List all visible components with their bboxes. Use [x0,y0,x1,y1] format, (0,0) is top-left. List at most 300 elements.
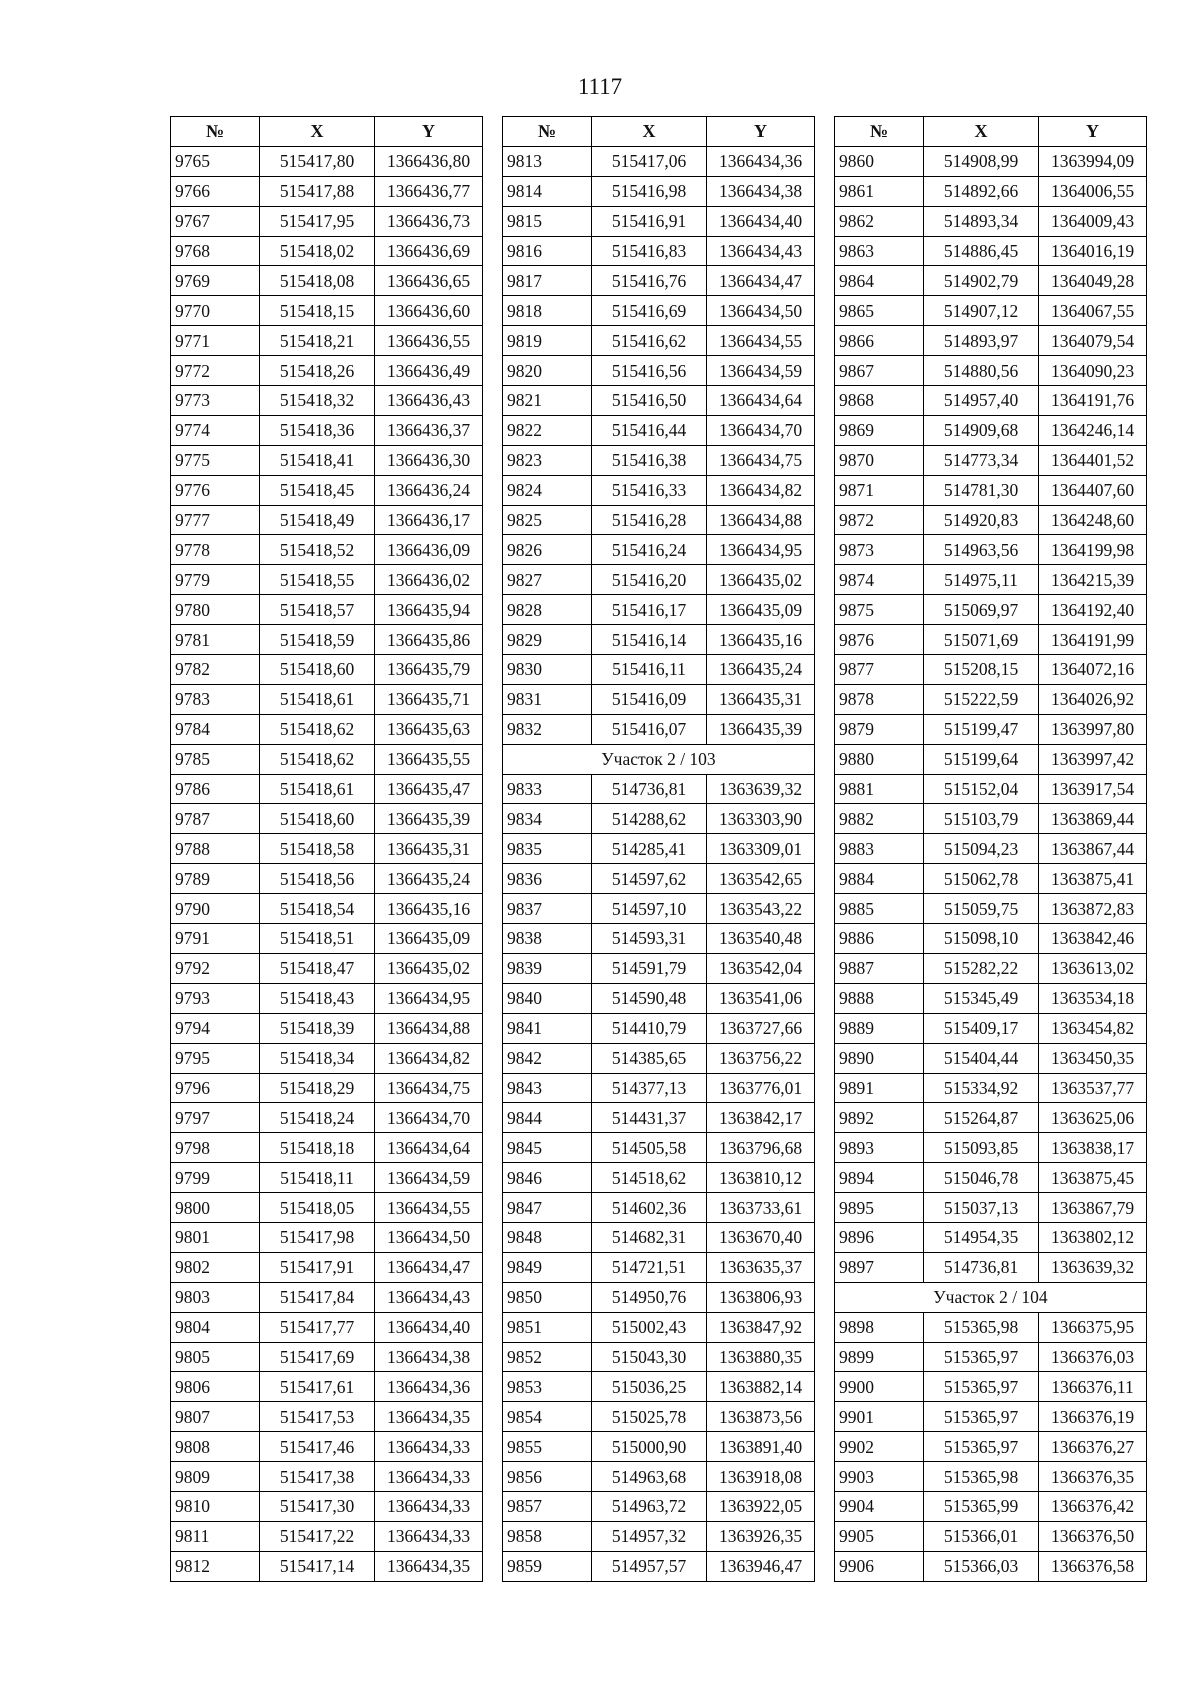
x-coordinate: 515418,21 [260,326,375,356]
y-coordinate: 1366434,38 [707,176,815,206]
table-row [835,475,1147,505]
y-coordinate: 1366435,16 [707,625,815,655]
table-row [171,1402,483,1432]
section-row [835,1282,1147,1312]
table-row [835,445,1147,475]
y-coordinate: 1366435,09 [375,924,483,954]
point-number: 9873 [835,535,924,565]
point-number: 9776 [171,475,260,505]
table-row [503,475,815,505]
y-coordinate: 1366435,31 [707,684,815,714]
y-coordinate: 1366436,37 [375,415,483,445]
x-coordinate: 515417,22 [260,1521,375,1551]
table-row [503,1491,815,1521]
y-coordinate: 1366434,47 [707,266,815,296]
x-coordinate: 515069,97 [924,595,1039,625]
point-number: 9905 [835,1521,924,1551]
point-number: 9797 [171,1103,260,1133]
point-number: 9881 [835,774,924,804]
table-row [171,565,483,595]
y-coordinate: 1363994,09 [1039,146,1147,176]
y-coordinate: 1364407,60 [1039,475,1147,505]
point-number: 9802 [171,1252,260,1282]
x-coordinate: 514957,32 [592,1521,707,1551]
x-coordinate: 515417,80 [260,146,375,176]
y-coordinate: 1363541,06 [707,983,815,1013]
point-number: 9795 [171,1043,260,1073]
x-coordinate: 514957,40 [924,386,1039,416]
x-coordinate: 515418,32 [260,386,375,416]
point-number: 9790 [171,894,260,924]
y-coordinate: 1363867,79 [1039,1193,1147,1223]
table-row [171,655,483,685]
x-coordinate: 515418,11 [260,1163,375,1193]
table-row [835,1462,1147,1492]
point-number: 9835 [503,834,592,864]
x-coordinate: 514597,10 [592,894,707,924]
point-number: 9859 [503,1551,592,1581]
x-coordinate: 515152,04 [924,774,1039,804]
x-coordinate: 515418,08 [260,266,375,296]
x-coordinate: 515103,79 [924,804,1039,834]
table-row [503,953,815,983]
point-number: 9858 [503,1521,592,1551]
x-coordinate: 515417,98 [260,1222,375,1252]
y-coordinate: 1366434,64 [375,1133,483,1163]
table-row [835,744,1147,774]
header-x: X [592,117,707,147]
x-coordinate: 515365,97 [924,1402,1039,1432]
x-coordinate: 514773,34 [924,445,1039,475]
page-number: 1117 [577,74,623,99]
point-number: 9803 [171,1282,260,1312]
point-number: 9828 [503,595,592,625]
point-number: 9850 [503,1282,592,1312]
x-coordinate: 515416,07 [592,714,707,744]
x-coordinate: 515416,28 [592,505,707,535]
x-coordinate: 514385,65 [592,1043,707,1073]
y-coordinate: 1364016,19 [1039,236,1147,266]
point-number: 9789 [171,864,260,894]
point-number: 9765 [171,146,260,176]
header-row [835,117,1147,147]
point-number: 9877 [835,655,924,685]
y-coordinate: 1366436,43 [375,386,483,416]
point-number: 9796 [171,1073,260,1103]
point-number: 9893 [835,1133,924,1163]
table-row [503,983,815,1013]
y-coordinate: 1366434,59 [707,356,815,386]
x-coordinate: 515417,61 [260,1372,375,1402]
point-number: 9840 [503,983,592,1013]
x-coordinate: 515417,69 [260,1342,375,1372]
y-coordinate: 1364026,92 [1039,684,1147,714]
y-coordinate: 1364009,43 [1039,206,1147,236]
y-coordinate: 1366436,24 [375,475,483,505]
y-coordinate: 1366434,43 [707,236,815,266]
x-coordinate: 515418,41 [260,445,375,475]
table-row [171,804,483,834]
x-coordinate: 515418,26 [260,356,375,386]
point-number: 9823 [503,445,592,475]
point-number: 9825 [503,505,592,535]
point-number: 9867 [835,356,924,386]
table-row [835,386,1147,416]
y-coordinate: 1366434,38 [375,1342,483,1372]
x-coordinate: 514975,11 [924,565,1039,595]
x-coordinate: 515046,78 [924,1163,1039,1193]
point-number: 9875 [835,595,924,625]
x-coordinate: 515404,44 [924,1043,1039,1073]
table-row [171,983,483,1013]
table-row [835,834,1147,864]
table-row [835,565,1147,595]
x-coordinate: 514597,62 [592,864,707,894]
point-number: 9889 [835,1013,924,1043]
x-coordinate: 514963,56 [924,535,1039,565]
table-row [835,206,1147,236]
y-coordinate: 1366434,33 [375,1491,483,1521]
x-coordinate: 515002,43 [592,1312,707,1342]
x-coordinate: 515416,91 [592,206,707,236]
y-coordinate: 1363756,22 [707,1043,815,1073]
table-row [171,1462,483,1492]
table-row [171,475,483,505]
point-number: 9822 [503,415,592,445]
point-number: 9785 [171,744,260,774]
x-coordinate: 515418,49 [260,505,375,535]
table-row [171,146,483,176]
x-coordinate: 514593,31 [592,924,707,954]
x-coordinate: 515418,18 [260,1133,375,1163]
y-coordinate: 1363303,90 [707,804,815,834]
point-number: 9788 [171,834,260,864]
point-number: 9883 [835,834,924,864]
table-row [171,176,483,206]
y-coordinate: 1363918,08 [707,1462,815,1492]
table-row [503,804,815,834]
y-coordinate: 1366435,02 [375,953,483,983]
table-row [171,894,483,924]
point-number: 9794 [171,1013,260,1043]
y-coordinate: 1363309,01 [707,834,815,864]
point-number: 9887 [835,953,924,983]
table-row [503,1193,815,1223]
table-row [171,1103,483,1133]
x-coordinate: 514957,57 [592,1551,707,1581]
y-coordinate: 1363997,80 [1039,714,1147,744]
table-row [503,356,815,386]
x-coordinate: 515365,98 [924,1462,1039,1492]
table-row [503,146,815,176]
table-row [171,326,483,356]
point-number: 9818 [503,296,592,326]
table-row [503,864,815,894]
point-number: 9849 [503,1252,592,1282]
y-coordinate: 1366435,24 [707,655,815,685]
point-number: 9782 [171,655,260,685]
table-row [171,834,483,864]
point-number: 9898 [835,1312,924,1342]
y-coordinate: 1363639,32 [1039,1252,1147,1282]
x-coordinate: 515418,47 [260,953,375,983]
x-coordinate: 515418,60 [260,655,375,685]
y-coordinate: 1366434,47 [375,1252,483,1282]
x-coordinate: 515416,24 [592,535,707,565]
y-coordinate: 1363875,45 [1039,1163,1147,1193]
x-coordinate: 515043,30 [592,1342,707,1372]
x-coordinate: 515418,59 [260,625,375,655]
point-number: 9769 [171,266,260,296]
point-number: 9857 [503,1491,592,1521]
point-number: 9832 [503,714,592,744]
table-row [171,1013,483,1043]
table-row [503,266,815,296]
y-coordinate: 1363639,32 [707,774,815,804]
x-coordinate: 514682,31 [592,1222,707,1252]
y-coordinate: 1366375,95 [1039,1312,1147,1342]
table-row [835,1372,1147,1402]
point-number: 9784 [171,714,260,744]
x-coordinate: 515416,17 [592,595,707,625]
x-coordinate: 515417,77 [260,1312,375,1342]
x-coordinate: 515417,38 [260,1462,375,1492]
table-row [503,1312,815,1342]
x-coordinate: 515365,97 [924,1432,1039,1462]
x-coordinate: 515334,92 [924,1073,1039,1103]
x-coordinate: 515416,98 [592,176,707,206]
x-coordinate: 514590,48 [592,983,707,1013]
y-coordinate: 1366434,33 [375,1521,483,1551]
x-coordinate: 515264,87 [924,1103,1039,1133]
table-row [835,1193,1147,1223]
x-coordinate: 515036,25 [592,1372,707,1402]
x-coordinate: 515418,43 [260,983,375,1013]
table-row [503,1252,815,1282]
y-coordinate: 1366435,79 [375,655,483,685]
point-number: 9838 [503,924,592,954]
y-coordinate: 1363838,17 [1039,1133,1147,1163]
point-number: 9852 [503,1342,592,1372]
table-row [171,266,483,296]
table-row [171,206,483,236]
point-number: 9834 [503,804,592,834]
x-coordinate: 515416,56 [592,356,707,386]
table-row [171,535,483,565]
y-coordinate: 1366435,09 [707,595,815,625]
table-row [503,236,815,266]
x-coordinate: 515418,45 [260,475,375,505]
y-coordinate: 1366436,65 [375,266,483,296]
x-coordinate: 515416,09 [592,684,707,714]
point-number: 9878 [835,684,924,714]
x-coordinate: 515418,05 [260,1193,375,1223]
table-row [835,176,1147,206]
x-coordinate: 515417,30 [260,1491,375,1521]
x-coordinate: 515282,22 [924,953,1039,983]
point-number: 9847 [503,1193,592,1223]
x-coordinate: 515366,03 [924,1551,1039,1581]
y-coordinate: 1364246,14 [1039,415,1147,445]
y-coordinate: 1363810,12 [707,1163,815,1193]
point-number: 9901 [835,1402,924,1432]
point-number: 9770 [171,296,260,326]
x-coordinate: 514781,30 [924,475,1039,505]
table-row [503,1521,815,1551]
y-coordinate: 1363776,01 [707,1073,815,1103]
point-number: 9791 [171,924,260,954]
y-coordinate: 1364090,23 [1039,356,1147,386]
y-coordinate: 1366434,43 [375,1282,483,1312]
table-row [835,1073,1147,1103]
table-row [503,1163,815,1193]
section-title: Участок 2 / 104 [835,1282,1147,1312]
point-number: 9830 [503,655,592,685]
x-coordinate: 515208,15 [924,655,1039,685]
table-row [835,356,1147,386]
x-coordinate: 515093,85 [924,1133,1039,1163]
x-coordinate: 515418,15 [260,296,375,326]
table-row [835,505,1147,535]
table-row [503,1551,815,1581]
y-coordinate: 1366434,35 [375,1402,483,1432]
point-number: 9865 [835,296,924,326]
point-number: 9777 [171,505,260,535]
x-coordinate: 514902,79 [924,266,1039,296]
table-row [503,595,815,625]
point-number: 9804 [171,1312,260,1342]
y-coordinate: 1366376,50 [1039,1521,1147,1551]
x-coordinate: 514908,99 [924,146,1039,176]
y-coordinate: 1363450,35 [1039,1043,1147,1073]
x-coordinate: 515025,78 [592,1402,707,1432]
table-row [503,505,815,535]
point-number: 9824 [503,475,592,505]
y-coordinate: 1366376,35 [1039,1462,1147,1492]
y-coordinate: 1366376,03 [1039,1342,1147,1372]
x-coordinate: 514963,72 [592,1491,707,1521]
header-y: Y [1039,117,1147,147]
header-x: X [924,117,1039,147]
table-row [503,326,815,356]
table-row [503,206,815,236]
x-coordinate: 515409,17 [924,1013,1039,1043]
x-coordinate: 515037,13 [924,1193,1039,1223]
table-row [503,1013,815,1043]
table-row [835,774,1147,804]
point-number: 9831 [503,684,592,714]
point-number: 9885 [835,894,924,924]
table-row [503,1073,815,1103]
header-row [503,117,815,147]
y-coordinate: 1363922,05 [707,1491,815,1521]
x-coordinate: 515416,38 [592,445,707,475]
table-row [503,415,815,445]
table-row [171,1491,483,1521]
x-coordinate: 514721,51 [592,1252,707,1282]
point-number: 9778 [171,535,260,565]
point-number: 9839 [503,953,592,983]
y-coordinate: 1366434,75 [707,445,815,475]
x-coordinate: 515416,83 [592,236,707,266]
point-number: 9846 [503,1163,592,1193]
point-number: 9844 [503,1103,592,1133]
point-number: 9842 [503,1043,592,1073]
table-row [835,1342,1147,1372]
table-row [835,146,1147,176]
table-row [171,1521,483,1551]
x-coordinate: 515416,11 [592,655,707,685]
table-row [503,1462,815,1492]
point-number: 9900 [835,1372,924,1402]
point-number: 9853 [503,1372,592,1402]
x-coordinate: 515418,36 [260,415,375,445]
y-coordinate: 1366434,88 [375,1013,483,1043]
x-coordinate: 514920,83 [924,505,1039,535]
point-number: 9879 [835,714,924,744]
table-row [171,1551,483,1581]
point-number: 9821 [503,386,592,416]
y-coordinate: 1366376,27 [1039,1432,1147,1462]
table-row [171,1282,483,1312]
y-coordinate: 1363454,82 [1039,1013,1147,1043]
y-coordinate: 1366434,70 [375,1103,483,1133]
table-row [503,625,815,655]
point-number: 9815 [503,206,592,236]
table-row [171,1043,483,1073]
x-coordinate: 515418,61 [260,774,375,804]
y-coordinate: 1366434,55 [707,326,815,356]
y-coordinate: 1366436,69 [375,236,483,266]
x-coordinate: 515094,23 [924,834,1039,864]
x-coordinate: 515098,10 [924,924,1039,954]
table-row [171,774,483,804]
point-number: 9836 [503,864,592,894]
x-coordinate: 515365,99 [924,1491,1039,1521]
y-coordinate: 1366435,47 [375,774,483,804]
table-row [171,1073,483,1103]
x-coordinate: 515416,44 [592,415,707,445]
point-number: 9781 [171,625,260,655]
table-row [171,1193,483,1223]
point-number: 9798 [171,1133,260,1163]
y-coordinate: 1366436,77 [375,176,483,206]
table-row [835,1491,1147,1521]
y-coordinate: 1366434,64 [707,386,815,416]
point-number: 9851 [503,1312,592,1342]
y-coordinate: 1363806,93 [707,1282,815,1312]
table-body [171,146,483,1581]
table-row [171,714,483,744]
table-body [835,146,1147,1581]
x-coordinate: 515417,95 [260,206,375,236]
y-coordinate: 1366434,88 [707,505,815,535]
x-coordinate: 515199,64 [924,744,1039,774]
point-number: 9903 [835,1462,924,1492]
x-coordinate: 515366,01 [924,1521,1039,1551]
point-number: 9780 [171,595,260,625]
y-coordinate: 1366436,73 [375,206,483,236]
y-coordinate: 1363847,92 [707,1312,815,1342]
x-coordinate: 515418,60 [260,804,375,834]
y-coordinate: 1366376,11 [1039,1372,1147,1402]
x-coordinate: 515417,84 [260,1282,375,1312]
table-row [171,445,483,475]
x-coordinate: 515059,75 [924,894,1039,924]
point-number: 9895 [835,1193,924,1223]
x-coordinate: 515418,62 [260,744,375,774]
x-coordinate: 515071,69 [924,625,1039,655]
